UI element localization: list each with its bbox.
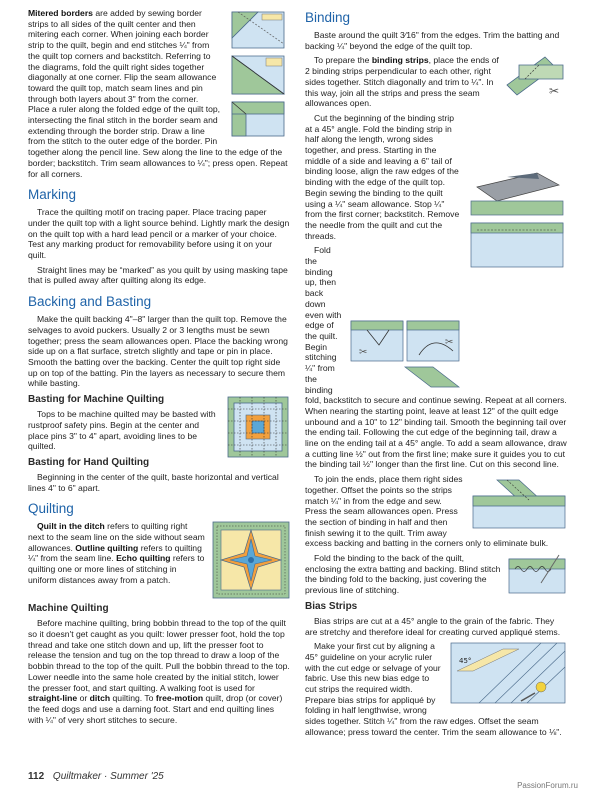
quilting-paragraph: Quilt in the ditch refers to quilting right next to the seam line on the side without seam allowances. Outline quilting refers to quilting ¼" from the seam line. Echo quilting refers to quilting one or more lines of stitching in uniform distances away from a patch. bbox=[28, 521, 205, 585]
right-column bbox=[305, 8, 567, 742]
miter-diagram-1 bbox=[232, 12, 284, 48]
miter-diagram-2 bbox=[232, 56, 284, 94]
left-column bbox=[28, 8, 290, 729]
marking-paragraph-2: Straight lines may be “marked” as you quilt by using masking tape that is pulled away after quilting along its edge. bbox=[28, 264, 288, 286]
binding-paragraph-1: Baste around the quilt 3⁄16" from the edges. Trim the batting and backing ¼" beyond the edge of the quilt top. bbox=[305, 30, 560, 51]
machine-basting-paragraph: Tops to be machine quilted may be basted with rustproof safety pins. Begin at the center and place pins 3" to 4" apart, avoiding lines to be quilted. bbox=[28, 409, 216, 452]
heading-backing-basting: Backing and Basting bbox=[28, 294, 152, 310]
binding-blind-stitch-diagram bbox=[507, 553, 567, 595]
heading-bias-strips: Bias Strips bbox=[305, 600, 358, 612]
heading-basting-hand: Basting for Hand Quilting bbox=[28, 456, 150, 468]
magazine-title: Quiltmaker · Summer '25 bbox=[52, 771, 164, 782]
heading-binding: Binding bbox=[305, 10, 351, 25]
heading-machine-quilting: Machine Quilting bbox=[28, 603, 109, 615]
heading-basting-machine: Basting for Machine Quilting bbox=[28, 394, 165, 406]
bias-angle-label: 45° bbox=[459, 657, 472, 666]
miter-diagram-3 bbox=[232, 102, 284, 136]
svg-text:✂: ✂ bbox=[549, 84, 560, 99]
svg-text:✂: ✂ bbox=[445, 337, 454, 349]
heading-quilting: Quilting bbox=[28, 501, 74, 517]
marking-paragraph-1: Trace the quilting motif on tracing paper. Place tracing paper under the quilt top with a light source behind. Lightly mark the design on the quilt top with a hard lead pencil or a marker of your choice. Test any marking product for removability before using it on your quilt. bbox=[28, 207, 290, 261]
binding-join-ends-diagram bbox=[471, 476, 567, 530]
binding-paragraph-2: To prepare the binding strips, place the ends of 2 binding strips perpendicular to each other, right sides together. Stitch diagonally and trim to ¼". In this way, join all the strips and press the seam allowances open. bbox=[305, 55, 499, 109]
binding-strip-join-diagram bbox=[505, 55, 567, 101]
basting-grid-diagram bbox=[226, 395, 290, 459]
bias-cutting-diagram bbox=[449, 641, 567, 705]
machine-quilting-paragraph: Before machine quilting, bring bobbin thread to the top of the quilt so it doesn't get caught as you quilt: lower presser foot, hold the top thread and take one stitch down and up, lift the presser foot to release the tension and tug on the top thread to draw a loop of the bobbin thread to the top of the quilt. Pull the bobbin thread to the top. Lower needle into the same hole created by the initial stitch, lower the presser foot, and start quilting. A walking foot is used for straight-line or ditch quilting. To free-motion quilt, drop (or cover) the feed dogs and use a darning foot. Start and end quilting lines with ¼" of very short stitches to secure. bbox=[28, 618, 290, 725]
svg-text:✂: ✂ bbox=[359, 347, 368, 359]
page-footer bbox=[28, 771, 164, 782]
mitered-corner-diagrams bbox=[228, 8, 290, 140]
heading-marking: Marking bbox=[28, 187, 77, 203]
star-block-diagram bbox=[212, 521, 290, 599]
binding-paragraph-5: To join the ends, place them right sides together. Offset the points so the strips match ¼" in from the edge and sew. Press the seam allowances open. Press the section of binding in half and then finish sewing it to the quilt. Trim away excess backing and batting in the corners only to eliminate bulk. bbox=[305, 474, 549, 549]
binding-paragraph-6: Fold the binding to the back of the quilt, enclosing the extra batting and backing. Blind stitch the binding fold to the backing, just covering the previous line of stitching. bbox=[305, 553, 501, 596]
watermark: PassionForum.ru bbox=[517, 781, 578, 790]
hand-basting-paragraph: Beginning in the center of the quilt, baste horizontal and vertical lines 4" to 6" apart. bbox=[28, 471, 279, 493]
binding-paragraph-3: Cut the beginning of the binding strip at a 45° angle. Fold the binding strip in half along the length, wrong sides together, and press. Starting in the middle of a side and leaving a 6" tail of binding loose, align the raw edges of the binding with the edge of the quilt top. Begin sewing the binding to the quilt using a ¼" seam allowance. Stop ¼" from the first corner; backstitch. Remove the needle from the quilt and cut the threads. bbox=[305, 112, 460, 241]
binding-paragraph-4: Fold the binding up, then back down even with edge of the quilt. Begin stitching ¼" from the binding fold, backstitch to secure and continue sewing. Repeat at all corners. When nearing the starting point, leave at least 12" of the quilt edge unbound and a 10" to 12" binding tail. Smooth the beginning tail over the ending tail. Following the cut edge of the beginning tail, draw a line on the ending tail at a 45° angle. To add a seam allowance, draw a cutting line ½" out from the first line; make sure it guides you to cut the binding tail ½" longer than the first line. Cut on this second line. bbox=[305, 245, 567, 470]
page-number: 112 bbox=[28, 771, 45, 782]
mitered-borders-paragraph: Mitered borders are added by sewing border strips to all sides of the quilt center and then mitering each corner. When joining each border strip to the quilt, begin and end stitches ¼" from the quilt top corners and backstitch. Referring to the diagrams, fold the quilt right sides together diagonally at one corner. Flip the seam allowance toward the quilt top, match seam lines and pin through both layers about 3" from the corner. Place a ruler along the folded edge of the quilt top, intersecting the final stitch in the border seam and extending through the border strip. Draw a line from the stitch to the outer edge of the border. Pin together along the pencil line. Sew along the line to the edge of the border; backstitch. Trim seam allowances to ¼"; press open. Repeat for all corners. bbox=[28, 8, 288, 179]
bias-paragraph-1: Bias strips are cut at a 45° angle to the grain of the fabric. They are stretchy and therefore ideal for creating curved appliqué stems. bbox=[305, 615, 561, 637]
binding-fold-iron-diagram bbox=[467, 167, 567, 277]
backing-paragraph: Make the quilt backing 4"–8" larger than the quilt top. Remove the selvages to avoid puckers. Usually 2 or 3 lengths must be sewn together; press the seam allowances open. Place the backing wrong side up on a flat surface, stretch slightly and tape or pin in place. Smooth the batting over the backing. Center the quilt top right side up on top of the batting. Pin the layers as necessary to secure them while basting. bbox=[28, 314, 288, 389]
bias-paragraph-2: Make your first cut by aligning a 45° guideline on your acrylic ruler with the cut edge or selvage of your fabric. Use this new bias edge to cut strips the required width. Prepare bias strips for appliqué by folding in half lengthwise, wrong sides together. Stitch ¼" from the raw edges. Offset the seam allowance; press toward the center. Trim the seam allowance to ⅛". bbox=[305, 641, 562, 737]
binding-corner-diagram bbox=[349, 315, 461, 389]
